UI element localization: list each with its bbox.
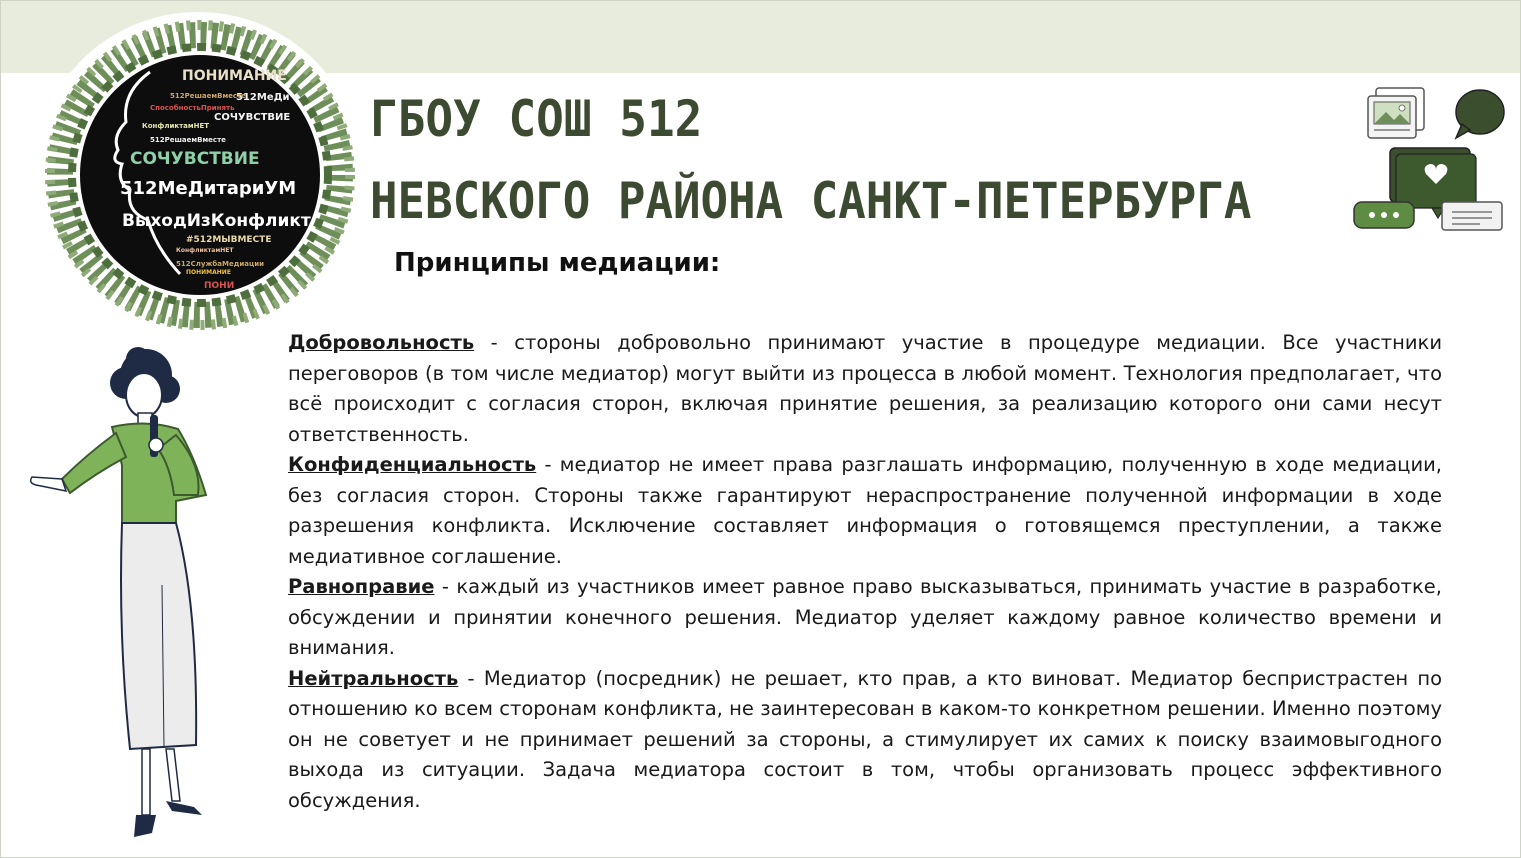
logo-word: ПОНИМАНИЕ xyxy=(182,68,287,84)
principle-paragraph xyxy=(288,328,1442,450)
logo-word: 512РешаемВместе xyxy=(170,92,246,100)
message-icons-cluster xyxy=(1350,84,1508,236)
principle-description: - каждый из участников имеет равное право высказываться, принимать участие в разработке, обсуждении и принятии конечного решения. Медиатор уделяет каждому равное количество времени и внимания. xyxy=(288,575,1442,659)
logo-word: 512СлужбаМедиации xyxy=(176,260,265,268)
section-heading: Принципы медиации: xyxy=(394,248,721,278)
logo-disc xyxy=(80,55,320,295)
principle-term: Нейтральность xyxy=(288,666,459,690)
logo-word: КонфликтамНЕТ xyxy=(142,122,210,130)
logo-word: СпособностьПринять xyxy=(150,104,235,112)
logo-word: #512МЫВМЕСТЕ xyxy=(186,235,272,245)
principle-description: - медиатор не имеет права разглашать информацию, полученную в ходе медиации, без согласия сторон. Стороны также гарантируют нераспространение полученной информации в ходе разрешения конфликта. Исключение составляет информация о готовящемся преступлении, а также медиативное соглашение. xyxy=(288,453,1442,568)
text-message-icon xyxy=(1442,202,1502,230)
principle-paragraph xyxy=(288,664,1442,817)
principle-description: - стороны добровольно принимают участие в процедуре медиации. Все участники переговоров (в том числе медиатор) могут выйти из процесса в любой момент. Технология предполагает, что всё происходит с согласия сторон, включая принятие решения, за реализацию которого они сами несут ответственность. xyxy=(288,331,1442,446)
logo-word: СОЧУВСТВИЕ xyxy=(130,149,260,169)
logo-word: ПОНИМАНИЕ xyxy=(186,269,231,276)
logo-word: ВыходИзКонфликт xyxy=(122,211,311,231)
logo-word: 512РешаемВместе xyxy=(150,136,226,144)
chat-bubble-icon xyxy=(1456,90,1504,138)
principle-term: Равноправие xyxy=(288,575,435,598)
logo-word: ПОНИ xyxy=(204,281,235,291)
typing-bubble-icon xyxy=(1354,202,1414,228)
school-logo xyxy=(30,12,366,342)
principle-term: Добровольность xyxy=(288,331,475,354)
logo-word: 512МеДи xyxy=(236,92,290,103)
photo-frame-icon xyxy=(1368,88,1424,138)
principles-text xyxy=(288,328,1442,816)
principle-paragraph xyxy=(288,450,1442,572)
speaker-illustration xyxy=(26,345,226,840)
logo-word: СОЧУВСТВИЕ xyxy=(214,112,291,123)
school-name-line1: ГБОУ СОШ 512 xyxy=(370,90,703,148)
principle-description: - Медиатор (посредник) не решает, кто прав, а кто виноват. Медиатор беспристрастен по отношению ко всем сторонам конфликта, не заинтересован в каком-то конкретном решении. Именно поэтому он не советует и не принимает решений за стороны, а стимулирует их самих к поиску взаимовыгодного выхода из ситуации. Задача медиатора состоит в том, чтобы организовать процесс эффективного обсуждения. xyxy=(288,666,1442,812)
logo-word: КонфликтамНЕТ xyxy=(176,247,234,254)
logo-word: 512МеДитариУМ xyxy=(120,178,297,199)
school-name-line2: НЕВСКОГО РАЙОНА САНКТ-ПЕТЕРБУРГА xyxy=(370,172,1252,230)
principle-term: Конфиденциальность xyxy=(288,453,537,476)
principle-paragraph xyxy=(288,572,1442,664)
